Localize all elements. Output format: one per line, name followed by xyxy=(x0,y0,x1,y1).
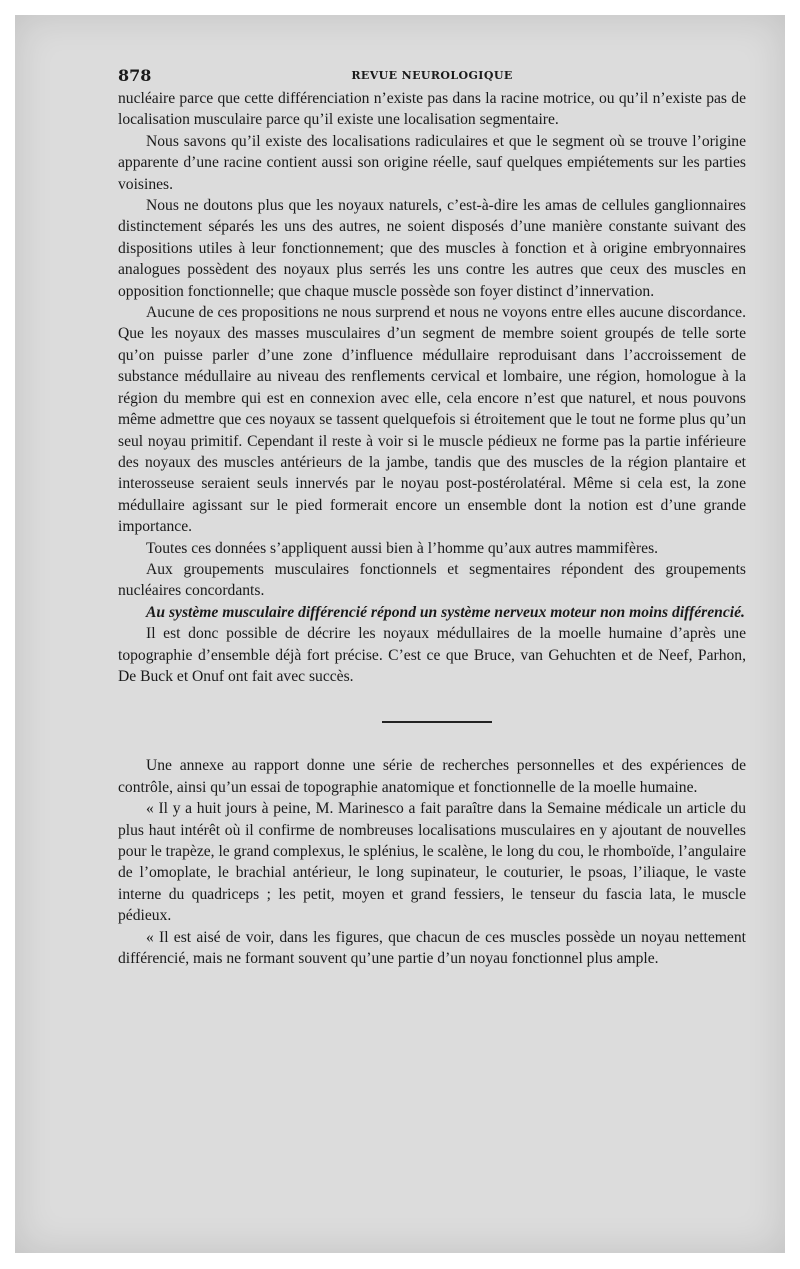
article-body xyxy=(118,88,746,687)
paragraph: Aucune de ces propositions ne nous surprend et nous ne voyons entre elles aucune discordance. Que les noyaux des masses musculaires d’un segment de membre soient groupés de telle sorte qu’on puisse parler d’une zone d’influence médullaire reproduisant dans l’accroissement de substance médullaire au niveau des renflements cervical et lombaire, une région, homologue à la région du membre qui est en connexion avec elle, cela encore n’est que naturel, et nous pouvons même admettre que ces noyaux se tassent quelquefois si étroitement que le tout ne forme plus qu’un seul noyau primitif. Cependant il reste à voir si le muscle pédieux ne forme pas la partie inférieure des noyaux des muscles antérieurs de la jambe, tandis que des muscles de la région plantaire et interosseuse seraient seuls innervés par le noyau post-postérolatéral. Même si cela est, la zone médullaire agissant sur le pied formerait encore un ensemble dont la notion est d’une grande importance. xyxy=(118,304,746,536)
running-title: REVUE NEUROLOGIQUE xyxy=(351,69,513,82)
paragraph: Il est donc possible de décrire les noyaux médullaires de la moelle humaine d’après une topographie d’ensemble déjà fort précise. C’est ce que Bruce, van Gehuchten et de Neef, Parhon, De Buck et Onuf ont fait avec succès. xyxy=(118,625,746,685)
page-content xyxy=(118,60,746,969)
page-header xyxy=(118,60,746,88)
paragraph: « Il est aisé de voir, dans les figures, que chacun de ces muscles possède un noyau nettement différencié, mais ne formant souvent qu’une partie d’un noyau fonctionnel plus ample. xyxy=(118,928,746,968)
paragraph: Nous savons qu’il existe des localisations radiculaires et que le segment où se trouve l’origine apparente d’une racine contient aussi son origine réelle, sauf quelques empiétements sur les parties voisines. xyxy=(118,132,746,193)
italic-statement: Au système musculaire différencié répond un système nerveux moteur non moins différencié. xyxy=(146,603,745,621)
section-separator xyxy=(382,721,492,723)
annex-body xyxy=(118,755,746,969)
section-separator-area xyxy=(118,687,746,755)
paragraph: « Il y a huit jours à peine, M. Marinesco a fait paraître dans la Semaine médicale un article du plus haut intérêt où il confirme de nombreuses localisations musculaires en y ajoutant de nouvelles pour le trapèze, le grand complexus, le splénius, le scalène, le long du cou, le rhomboïde, l’angulaire de l’omoplate, le brachial antérieur, le long supinateur, le couturier, le psoas, l’iliaque, le vaste interne du quadriceps ; les petit, moyen et grand fessiers, le tenseur du fascia lata, le muscle pédieux. xyxy=(118,800,746,925)
paragraph: nucléaire parce que cette différenciation n’existe pas dans la racine motrice, ou qu’il n’existe pas de localisation musculaire parce qu’il existe une localisation segmentaire. xyxy=(118,90,746,129)
page-number: 878 xyxy=(118,66,152,85)
paragraph: Une annexe au rapport donne une série de recherches personnelles et des expériences de contrôle, ainsi qu’un essai de topographie anatomique et fonctionnelle de la moelle humaine. xyxy=(118,757,746,796)
paragraph: Nous ne doutons plus que les noyaux naturels, c’est-à-dire les amas de cellules ganglionnaires distinctement séparés les uns des autres, ne soient disposés d’une manière constante suivant des dispositions utiles à leur fonctionnement; que des muscles à fonction et à origine embryonnaires analogues possèdent des noyaux plus serrés les uns contre les autres que ceux des muscles en opposition fonctionnelle; que chaque muscle possède son foyer distinct d’innervation. xyxy=(118,197,746,300)
paragraph: Aux groupements musculaires fonctionnels et segmentaires répondent des groupements nucléaires concordants. xyxy=(118,560,746,600)
paragraph: Toutes ces données s’appliquent aussi bien à l’homme qu’aux autres mammifères. xyxy=(146,539,659,557)
